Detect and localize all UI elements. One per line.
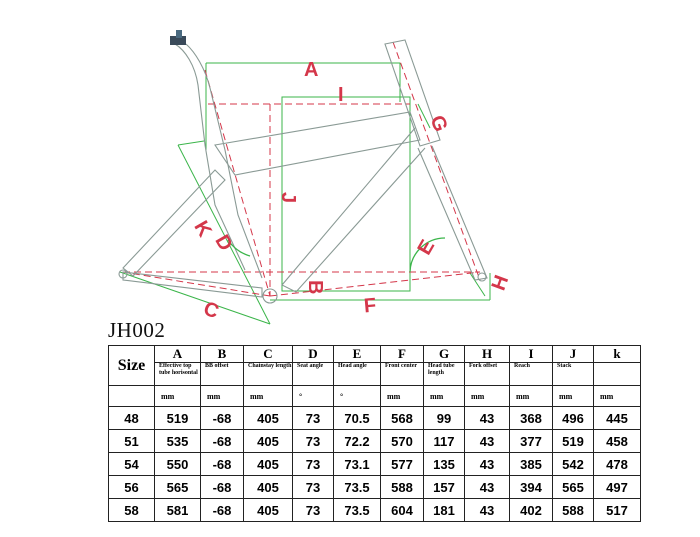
table-cell: 570	[381, 430, 424, 453]
table-row	[109, 476, 641, 499]
size-value: 54	[109, 453, 155, 476]
table-cell: 519	[553, 430, 594, 453]
table-cell: 445	[594, 407, 641, 430]
table-cell: 588	[381, 476, 424, 499]
table-cell: 535	[155, 430, 201, 453]
table-cell: -68	[201, 430, 244, 453]
table-cell: 135	[424, 453, 465, 476]
column-letter: C	[244, 346, 293, 363]
column-unit: °	[334, 386, 381, 407]
table-row	[109, 499, 641, 522]
table-cell: 157	[424, 476, 465, 499]
column-unit: mm	[424, 386, 465, 407]
table-cell: 43	[465, 407, 510, 430]
dim-label-c: C	[200, 297, 222, 324]
seatpost-clamp	[170, 30, 186, 45]
table-cell: 458	[594, 430, 641, 453]
column-letter: E	[334, 346, 381, 363]
table-cell: 519	[155, 407, 201, 430]
table-cell: 43	[465, 499, 510, 522]
geometry-table	[108, 345, 641, 522]
table-cell: -68	[201, 499, 244, 522]
dim-label-k: K	[189, 217, 216, 241]
table-cell: 402	[510, 499, 553, 522]
column-unit: mm	[201, 386, 244, 407]
column-letter: D	[293, 346, 334, 363]
column-description: BB offset	[201, 363, 244, 386]
table-row	[109, 407, 641, 430]
table-cell: 368	[510, 407, 553, 430]
column-letter: B	[201, 346, 244, 363]
table-cell: 181	[424, 499, 465, 522]
table-cell: 385	[510, 453, 553, 476]
column-letter: G	[424, 346, 465, 363]
table-cell: 405	[244, 430, 293, 453]
column-description: Front center	[381, 363, 424, 386]
table-row	[109, 430, 641, 453]
header-desc-row	[109, 363, 641, 386]
header-unit-row	[109, 386, 641, 407]
column-unit: mm	[244, 386, 293, 407]
table-cell: 73	[293, 453, 334, 476]
table-cell: 497	[594, 476, 641, 499]
model-name: JH002	[108, 318, 166, 342]
size-header: Size	[109, 346, 155, 386]
dim-label-h: H	[487, 272, 514, 294]
table-cell: 568	[381, 407, 424, 430]
dim-label-i: I	[338, 84, 344, 106]
size-unit-blank	[109, 386, 155, 407]
table-cell: 394	[510, 476, 553, 499]
table-cell: 604	[381, 499, 424, 522]
table-cell: 517	[594, 499, 641, 522]
column-description: Chainstay length	[244, 363, 293, 386]
dim-label-e: E	[413, 236, 440, 259]
column-description: Seat angle	[293, 363, 334, 386]
table-cell: 565	[155, 476, 201, 499]
size-value: 51	[109, 430, 155, 453]
table-cell: 405	[244, 453, 293, 476]
table-cell: 73	[293, 476, 334, 499]
table-cell: 99	[424, 407, 465, 430]
table-cell: 43	[465, 430, 510, 453]
size-value: 48	[109, 407, 155, 430]
table-cell: 43	[465, 476, 510, 499]
table-cell: 73	[293, 499, 334, 522]
geometry-lines	[123, 42, 480, 296]
column-description: Reach	[510, 363, 553, 386]
table-cell: -68	[201, 476, 244, 499]
table-cell: 72.2	[334, 430, 381, 453]
column-unit: °	[293, 386, 334, 407]
column-description: Fork offset	[465, 363, 510, 386]
column-letter: I	[510, 346, 553, 363]
table-cell: 496	[553, 407, 594, 430]
table-cell: 577	[381, 453, 424, 476]
column-unit: mm	[155, 386, 201, 407]
table-cell: 478	[594, 453, 641, 476]
table-cell: 542	[553, 453, 594, 476]
column-unit: mm	[381, 386, 424, 407]
column-unit: mm	[510, 386, 553, 407]
geometry-table-body	[109, 346, 641, 522]
table-cell: -68	[201, 453, 244, 476]
table-cell: -68	[201, 407, 244, 430]
table-cell: 73	[293, 430, 334, 453]
table-cell: 405	[244, 407, 293, 430]
table-cell: 73	[293, 407, 334, 430]
dim-label-j: J	[277, 192, 299, 204]
table-cell: 117	[424, 430, 465, 453]
column-unit: mm	[465, 386, 510, 407]
column-letter: F	[381, 346, 424, 363]
dim-label-d: D	[210, 231, 237, 255]
column-letter: J	[553, 346, 594, 363]
bike-frame	[119, 40, 487, 303]
dim-label-f: F	[363, 294, 378, 318]
dim-label-g: G	[425, 112, 452, 135]
size-value: 58	[109, 499, 155, 522]
column-unit: mm	[553, 386, 594, 407]
table-cell: 405	[244, 499, 293, 522]
table-cell: 581	[155, 499, 201, 522]
column-description: Stack	[553, 363, 594, 386]
table-cell: 405	[244, 476, 293, 499]
size-value: 56	[109, 476, 155, 499]
dim-label-b: B	[304, 280, 326, 295]
column-description: Head tube length	[424, 363, 465, 386]
table-cell: 73.5	[334, 499, 381, 522]
table-cell: 550	[155, 453, 201, 476]
table-cell: 70.5	[334, 407, 381, 430]
table-cell: 565	[553, 476, 594, 499]
column-description: Head angle	[334, 363, 381, 386]
table-cell: 73.5	[334, 476, 381, 499]
table-row	[109, 453, 641, 476]
table-cell: 73.1	[334, 453, 381, 476]
table-cell: 43	[465, 453, 510, 476]
dim-label-a: A	[304, 59, 319, 81]
column-letter: A	[155, 346, 201, 363]
column-description	[594, 363, 641, 386]
column-letter: H	[465, 346, 510, 363]
header-letter-row	[109, 346, 641, 363]
column-description: Effective top tube horisontal	[155, 363, 201, 386]
column-unit: mm	[594, 386, 641, 407]
column-letter: k	[594, 346, 641, 363]
table-cell: 588	[553, 499, 594, 522]
table-cell: 377	[510, 430, 553, 453]
